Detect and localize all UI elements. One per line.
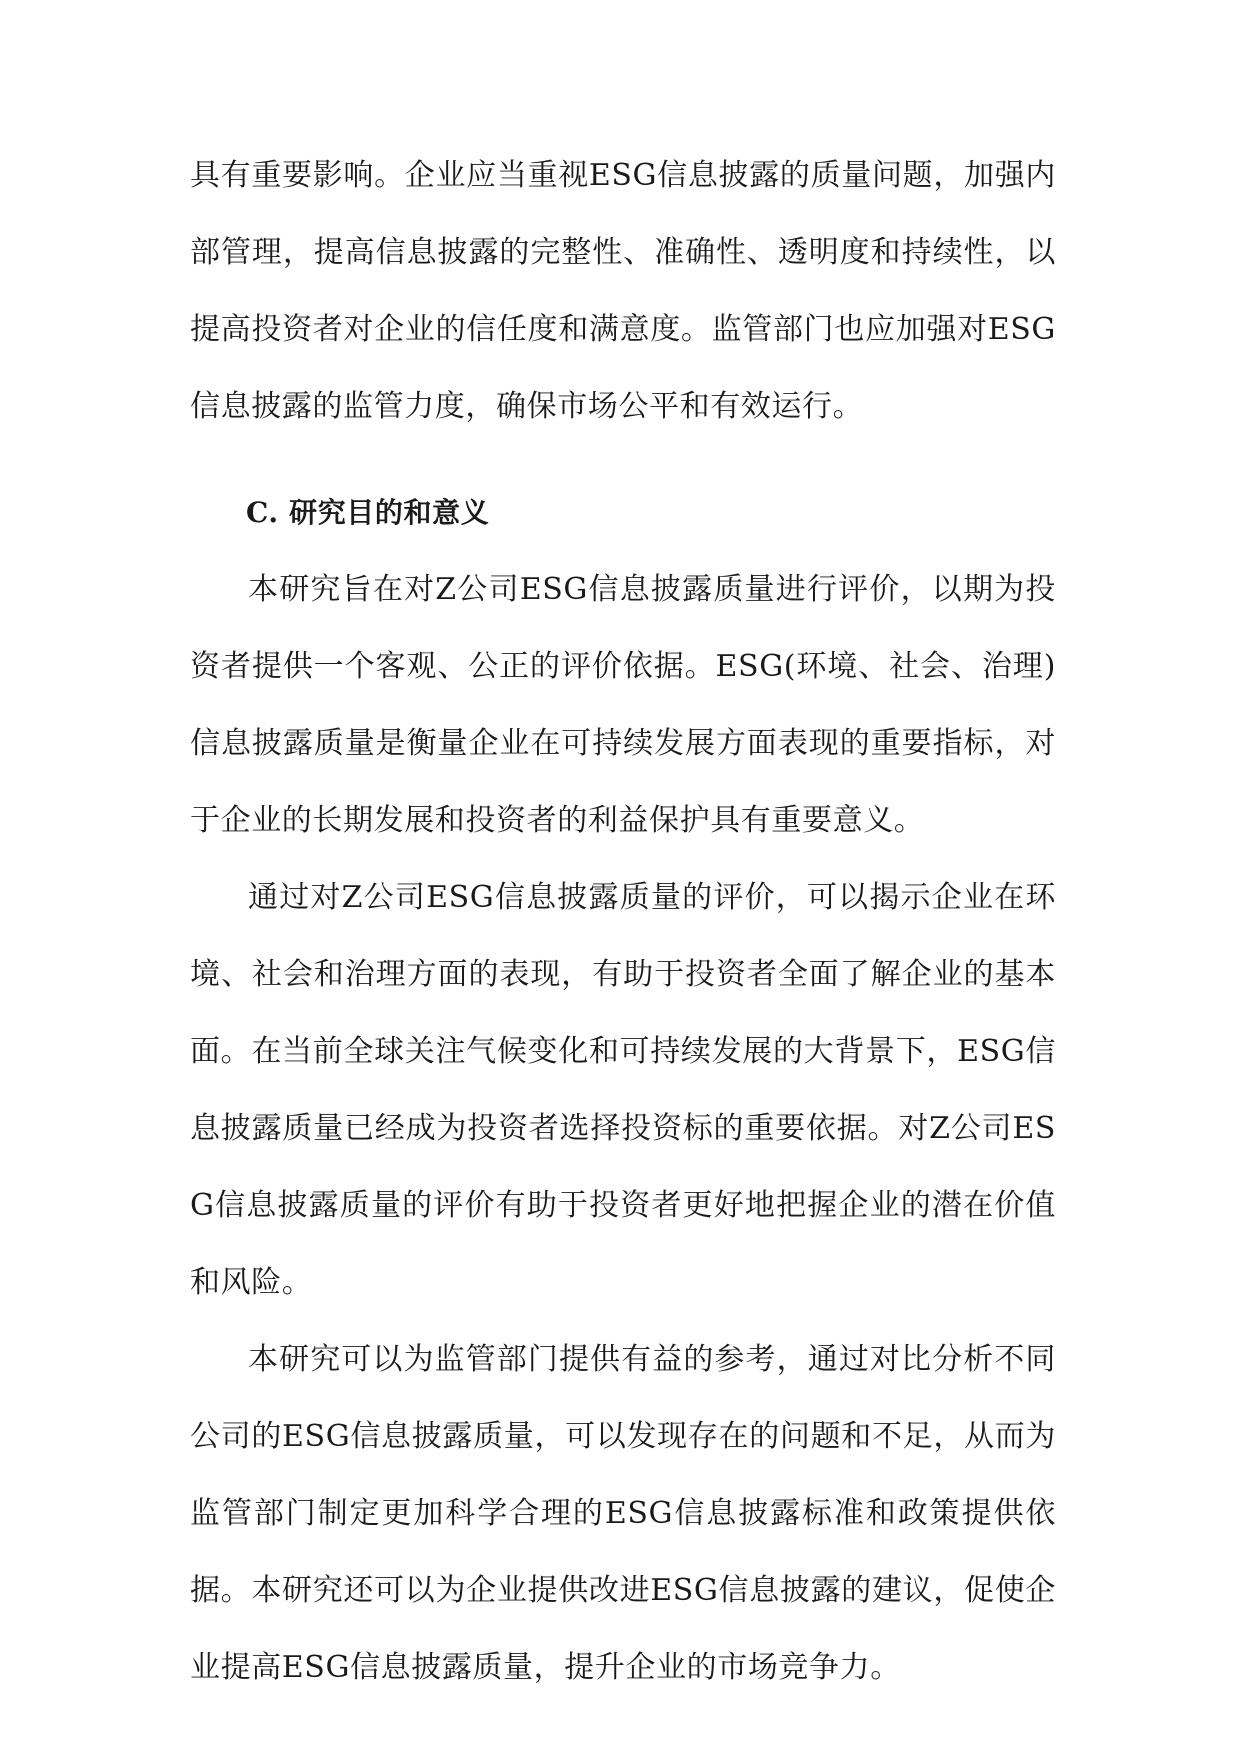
body-paragraph-2: 通过对Z公司ESG信息披露质量的评价，可以揭示企业在环境、社会和治理方面的表现，有助于投资者全面了解企业的基本面。在当前全球关注气候变化和可持续发展的大背景下，ESG信息披露质量已经成为投资者选择投资标的重要依据。对Z公司ESG信息披露质量的评价有助于投资者更好地把握企业的潜在价值和风险。	[190, 880, 1056, 1300]
page-content	[190, 137, 1056, 1706]
section-heading: C. 研究目的和意义	[246, 496, 490, 529]
body-paragraph-1: 本研究旨在对Z公司ESG信息披露质量进行评价，以期为投资者提供一个客观、公正的评价依据。ESG(环境、社会、治理)信息披露质量是衡量企业在可持续发展方面表现的重要指标，对于企业的长期发展和投资者的利益保护具有重要意义。	[190, 572, 1056, 838]
section-spacer	[190, 445, 1056, 474]
continuation-paragraph: 具有重要影响。企业应当重视ESG信息披露的质量问题，加强内部管理，提高信息披露的完整性、准确性、透明度和持续性，以提高投资者对企业的信任度和满意度。监管部门也应加强对ESG信息披露的监管力度，确保市场公平和有效运行。	[190, 158, 1056, 424]
body-paragraph-3: 本研究可以为监管部门提供有益的参考，通过对比分析不同公司的ESG信息披露质量，可以发现存在的问题和不足，从而为监管部门制定更加科学合理的ESG信息披露标准和政策提供依据。本研究还可以为企业提供改进ESG信息披露的建议，促使企业提高ESG信息披露质量，提升企业的市场竞争力。	[190, 1342, 1056, 1685]
